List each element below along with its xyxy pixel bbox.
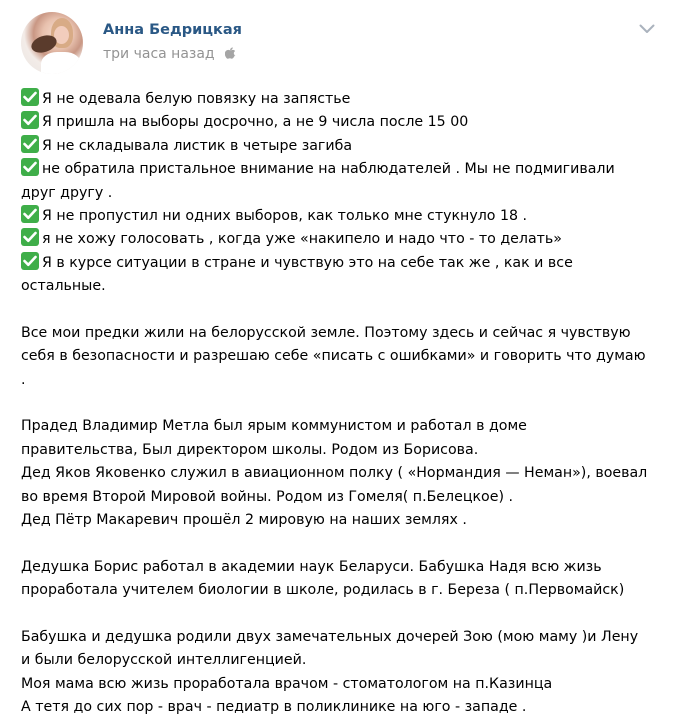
checklist-text: я не хожу голосовать , когда уже «накипело и надо что - то делать» [42, 231, 562, 248]
checklist-text: Я пришла на выборы досрочно, а не 9 числа после 15 00 [42, 114, 469, 131]
paragraph-line: Прадед Владимир Метла был ярым коммунистом и работал в доме [21, 418, 527, 435]
post-header [21, 12, 661, 76]
checklist-item [21, 88, 661, 111]
check-mark-icon [21, 252, 39, 270]
paragraph-line: проработала учителем биологии в школе, родилась в г. Береза ( п.Первомайск) [21, 582, 625, 599]
avatar-shirt [41, 52, 81, 74]
paragraph-gap [21, 603, 661, 626]
check-mark-icon [21, 228, 39, 246]
check-mark-icon [21, 205, 39, 223]
paragraph-line: А тетя до сих пор - врач - педиатр в поликлинике на юго - западе . [21, 699, 527, 716]
post-time[interactable]: три часа назад [103, 46, 215, 62]
paragraph-gap [21, 532, 661, 555]
checklist-item [21, 158, 661, 181]
paragraph-line: и были белорусской интеллигенцией. [21, 652, 307, 669]
checklist-item [21, 111, 661, 134]
checklist-item [21, 252, 661, 275]
paragraph-line: Дед Яков Яковенко служил в авиационном полку ( «Нормандия — Неман»), воевал [21, 465, 648, 482]
check-mark-icon [21, 135, 39, 153]
checklist-text: не обратила пристальное внимание на наблюдателей . Мы не подмигивали [42, 161, 615, 178]
check-mark-icon [21, 88, 39, 106]
avatar[interactable] [21, 12, 83, 74]
check-mark-icon [21, 111, 39, 129]
checklist-continuation: остальные. [21, 278, 106, 295]
checklist-item [21, 135, 661, 158]
paragraph-line: Бабушка и дедушка родили двух замечательных дочерей Зою (мою маму )и Лену [21, 628, 639, 645]
author-name[interactable]: Анна Бедрицкая [103, 22, 242, 38]
paragraph-gap [21, 299, 661, 322]
paragraph-line: правительства, Был директором школы. Родом из Борисова. [21, 441, 479, 458]
checklist-continuation: друг другу . [21, 184, 113, 201]
paragraph-line: . [21, 371, 26, 388]
checklist-text: Я не складывала листик в четыре загиба [42, 137, 353, 154]
paragraph-line: Все мои предки жили на белорусской земле. Поэтому здесь и сейчас я чувствую [21, 324, 631, 341]
paragraph-line: себя в безопасности и разрешаю себе «писать с ошибками» и говорить что думаю [21, 348, 646, 365]
chevron-down-icon[interactable] [639, 24, 655, 34]
checklist-item [21, 205, 661, 228]
paragraph-line: Дед Пётр Макаревич прошёл 2 мировую на наших землях . [21, 512, 467, 529]
apple-icon [225, 47, 236, 59]
post-text [21, 88, 661, 720]
checklist-text: Я не одевала белую повязку на запястье [42, 91, 351, 107]
paragraph-line: во время Второй Мировой войны. Родом из Гомеля( п.Белецкое) . [21, 488, 514, 505]
paragraph-line: Дедушка Борис работал в академии наук Беларуси. Бабушка Надя всю жизь [21, 558, 602, 575]
checklist-text: Я не пропустил ни одних выборов, как только мне стукнуло 18 . [42, 207, 528, 224]
check-mark-icon [21, 158, 39, 176]
checklist-item [21, 228, 661, 251]
checklist-text: Я в курсе ситуации в стране и чувствую это на себе так же , как и все [42, 254, 573, 271]
post-time-row [103, 46, 236, 62]
paragraph-line: Моя мама всю жизь проработала врачом - стоматологом на п.Казинца [21, 675, 553, 692]
paragraph-gap [21, 392, 661, 415]
